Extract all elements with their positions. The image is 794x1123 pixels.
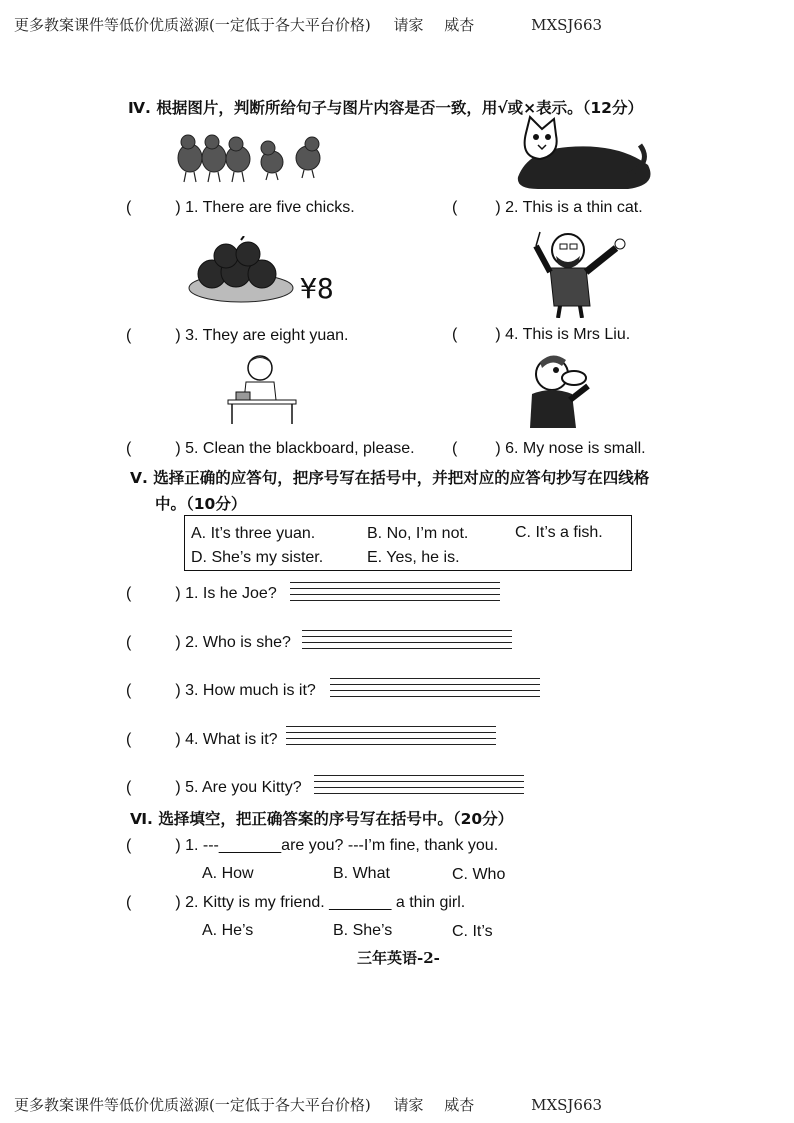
header-promo: 更多教案课件等低价优质滋源(一定低于各大平台价格) — [14, 16, 371, 34]
four-line-grid-5[interactable] — [314, 775, 524, 797]
s6-q1-option-a: A. How — [202, 865, 254, 882]
bottom-header-promo: 更多教案课件等低价优质滋源(一定低于各大平台价格) — [14, 1096, 371, 1114]
s4-item-6: ( ) 6. My nose is small. — [452, 440, 646, 457]
s6-q1-option-b: B. What — [333, 865, 390, 882]
section-5-title-line1: Ⅴ. 选择正确的应答句，把序号写在括号中，并把对应的应答句抄写在四线格 — [130, 469, 650, 487]
cat-image — [508, 115, 658, 195]
option-e: E. Yes, he is. — [367, 549, 460, 566]
s6-q2: ( ) 2. Kitty is my friend. _______ a thin girl. — [126, 894, 466, 911]
option-b: B. No, I’m not. — [367, 525, 469, 542]
section-5-title-line2: 中。（10分） — [155, 495, 247, 513]
s4-item-2: ( ) 2. This is a thin cat. — [452, 199, 643, 216]
option-d: D. She’s my sister. — [191, 549, 324, 566]
bottom-header-contact-2: 威杏 — [444, 1096, 475, 1114]
man-pointing-image — [530, 228, 630, 318]
bottom-header-contact-1: 请家 — [393, 1096, 424, 1114]
top-header — [14, 14, 602, 35]
section-6-title: Ⅵ. 选择填空，把正确答案的序号写在括号中。（20分） — [130, 810, 514, 828]
boy-cleaning-image — [224, 352, 300, 424]
price-tag: ¥8 — [300, 272, 334, 305]
s6-q2-option-a: A. He’s — [202, 922, 254, 939]
four-line-grid-3[interactable] — [330, 678, 540, 700]
s4-item-1: ( ) 1. There are five chicks. — [126, 199, 355, 216]
s5-item-4: ( ) 4. What is it? — [126, 731, 278, 748]
four-line-grid-2[interactable] — [302, 630, 512, 652]
option-a: A. It’s three yuan. — [191, 525, 316, 542]
s5-item-2: ( ) 2. Who is she? — [126, 634, 291, 651]
s4-item-4: ( ) 4. This is Mrs Liu. — [452, 326, 631, 343]
s5-item-5: ( ) 5. Are you Kitty? — [126, 779, 302, 796]
s6-q1: ( ) 1. ---_______are you? ---I’m fine, thank you. — [126, 837, 499, 854]
s4-item-5: ( ) 5. Clean the blackboard, please. — [126, 440, 415, 457]
section-4-title: Ⅳ. 根据图片，判断所给句子与图片内容是否一致，用√或×表示。（12分） — [128, 99, 643, 117]
header-contact-2: 威杏 — [444, 16, 475, 34]
bottom-header — [14, 1094, 602, 1115]
header-contact-1: 请家 — [393, 16, 424, 34]
header-code: MXSJ663 — [531, 16, 603, 34]
s4-item-3: ( ) 3. They are eight yuan. — [126, 327, 349, 344]
answer-options-box — [184, 515, 632, 571]
man-nose-image — [522, 350, 602, 430]
chicks-image — [176, 128, 336, 184]
page-footer: 三年英语-2- — [357, 949, 440, 967]
s6-q1-option-c: C. Who — [452, 866, 506, 883]
s5-item-1: ( ) 1. Is he Joe? — [126, 585, 277, 602]
s5-item-3: ( ) 3. How much is it? — [126, 682, 316, 699]
four-line-grid-4[interactable] — [286, 726, 496, 748]
s6-q2-option-b: B. She’s — [333, 922, 393, 939]
s6-q2-option-c: C. It’s — [452, 923, 493, 940]
apples-image — [186, 236, 296, 306]
bottom-header-code: MXSJ663 — [531, 1096, 603, 1114]
four-line-grid-1[interactable] — [290, 582, 500, 604]
option-c: C. It’s a fish. — [515, 524, 603, 541]
